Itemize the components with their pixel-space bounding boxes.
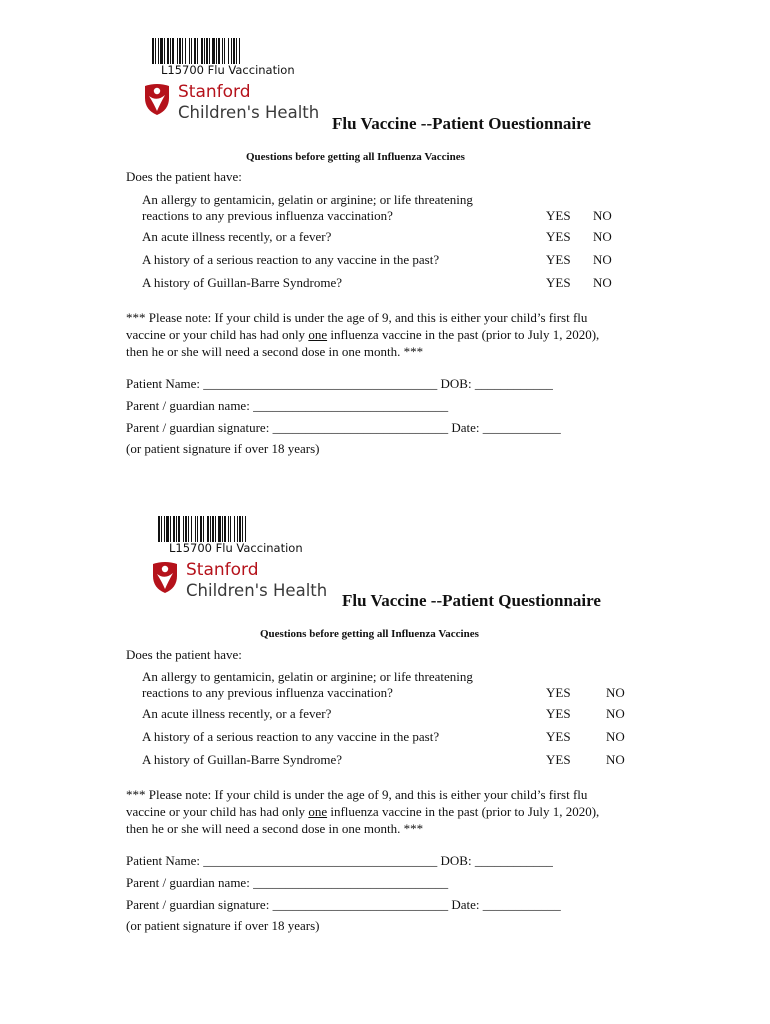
- note-line-1: *** Please note: If your child is under the age of 9, and this is either your child’s first flu: [126, 310, 588, 325]
- question-4: A history of Guillan-Barre Syndrome?: [142, 275, 343, 290]
- note-text: vaccine or your child has had only: [126, 327, 309, 342]
- form-subtitle: Questions before getting all Influenza Vaccines: [260, 628, 479, 640]
- question-3: A history of a serious reaction to any vaccine in the past?: [142, 252, 440, 267]
- barcode-image: [158, 516, 304, 542]
- question-1-yes-option[interactable]: YES: [546, 208, 571, 223]
- question-1-yes-option[interactable]: YES: [546, 685, 571, 700]
- form-subtitle: Questions before getting all Influenza Vaccines: [246, 151, 465, 163]
- question-4: A history of Guillan-Barre Syndrome?: [142, 752, 343, 767]
- logo-line-2: Children's Health: [186, 581, 328, 600]
- barcode-image: [152, 38, 298, 64]
- note-text: influenza vaccine in the past (prior to July 1, 2020),: [327, 804, 600, 819]
- form-title: Flu Vaccine --Patient Questionnaire: [342, 591, 601, 610]
- logo-line-1: Stanford: [186, 560, 259, 580]
- barcode-label: L15700 Flu Vaccination: [161, 63, 295, 77]
- note-line-3: then he or she will need a second dose in one month. ***: [126, 344, 424, 359]
- question-1-line-2: reactions to any previous influenza vaccination?: [142, 208, 393, 223]
- question-3-no-option[interactable]: NO: [593, 252, 612, 267]
- question-2-yes-option[interactable]: YES: [546, 706, 571, 721]
- logo-mark-icon: [150, 560, 180, 594]
- question-3-yes-option[interactable]: YES: [546, 252, 571, 267]
- question-3-yes-option[interactable]: YES: [546, 729, 571, 744]
- patient-signature-note: (or patient signature if over 18 years): [126, 441, 320, 456]
- guardian-signature-field[interactable]: Parent / guardian signature: ___________________________ Date: ____________: [126, 420, 561, 435]
- question-3-no-option[interactable]: NO: [606, 729, 625, 744]
- questions-intro: Does the patient have:: [126, 647, 242, 662]
- guardian-signature-field[interactable]: Parent / guardian signature: ___________________________ Date: ____________: [126, 897, 561, 912]
- question-4-yes-option[interactable]: YES: [546, 752, 571, 767]
- question-2-no-option[interactable]: NO: [593, 229, 612, 244]
- patient-name-field[interactable]: Patient Name: ____________________________________ DOB: ____________: [126, 853, 553, 868]
- questionnaire-form-1: [0, 0, 770, 480]
- logo-mark-icon: [142, 82, 172, 116]
- note-text: influenza vaccine in the past (prior to July 1, 2020),: [327, 327, 600, 342]
- question-1-no-option[interactable]: NO: [606, 685, 625, 700]
- question-2-no-option[interactable]: NO: [606, 706, 625, 721]
- question-3: A history of a serious reaction to any vaccine in the past?: [142, 729, 440, 744]
- note-emphasis: one: [308, 327, 328, 342]
- logo-line-2: Children's Health: [178, 103, 320, 122]
- patient-name-field[interactable]: Patient Name: ____________________________________ DOB: ____________: [126, 376, 553, 391]
- guardian-name-field[interactable]: Parent / guardian name: ______________________________: [126, 875, 449, 890]
- note-text: vaccine or your child has had only: [126, 804, 309, 819]
- question-4-no-option[interactable]: NO: [593, 275, 612, 290]
- question-4-no-option[interactable]: NO: [606, 752, 625, 767]
- questionnaire-form-2: [0, 477, 770, 957]
- stanford-childrens-logo: [142, 82, 320, 122]
- note-line-2: [126, 804, 599, 820]
- question-1-line-1: An allergy to gentamicin, gelatin or arginine; or life threatening: [142, 192, 473, 207]
- patient-signature-note: (or patient signature if over 18 years): [126, 918, 320, 933]
- questions-intro: Does the patient have:: [126, 169, 242, 184]
- guardian-name-field[interactable]: Parent / guardian name: ______________________________: [126, 398, 449, 413]
- question-1-line-2: reactions to any previous influenza vaccination?: [142, 685, 393, 700]
- question-2: An acute illness recently, or a fever?: [142, 229, 332, 244]
- note-line-2: [126, 327, 599, 343]
- barcode-label: L15700 Flu Vaccination: [169, 541, 303, 555]
- question-1-no-option[interactable]: NO: [593, 208, 612, 223]
- question-2: An acute illness recently, or a fever?: [142, 706, 332, 721]
- note-line-1: *** Please note: If your child is under the age of 9, and this is either your child’s first flu: [126, 787, 588, 802]
- question-1-line-1: An allergy to gentamicin, gelatin or arginine; or life threatening: [142, 669, 473, 684]
- logo-line-1: Stanford: [178, 82, 251, 102]
- form-title: Flu Vaccine --Patient Ouestionnaire: [332, 114, 591, 133]
- question-2-yes-option[interactable]: YES: [546, 229, 571, 244]
- note-emphasis: one: [308, 804, 328, 819]
- stanford-childrens-logo: [150, 560, 328, 600]
- note-line-3: then he or she will need a second dose in one month. ***: [126, 821, 424, 836]
- question-4-yes-option[interactable]: YES: [546, 275, 571, 290]
